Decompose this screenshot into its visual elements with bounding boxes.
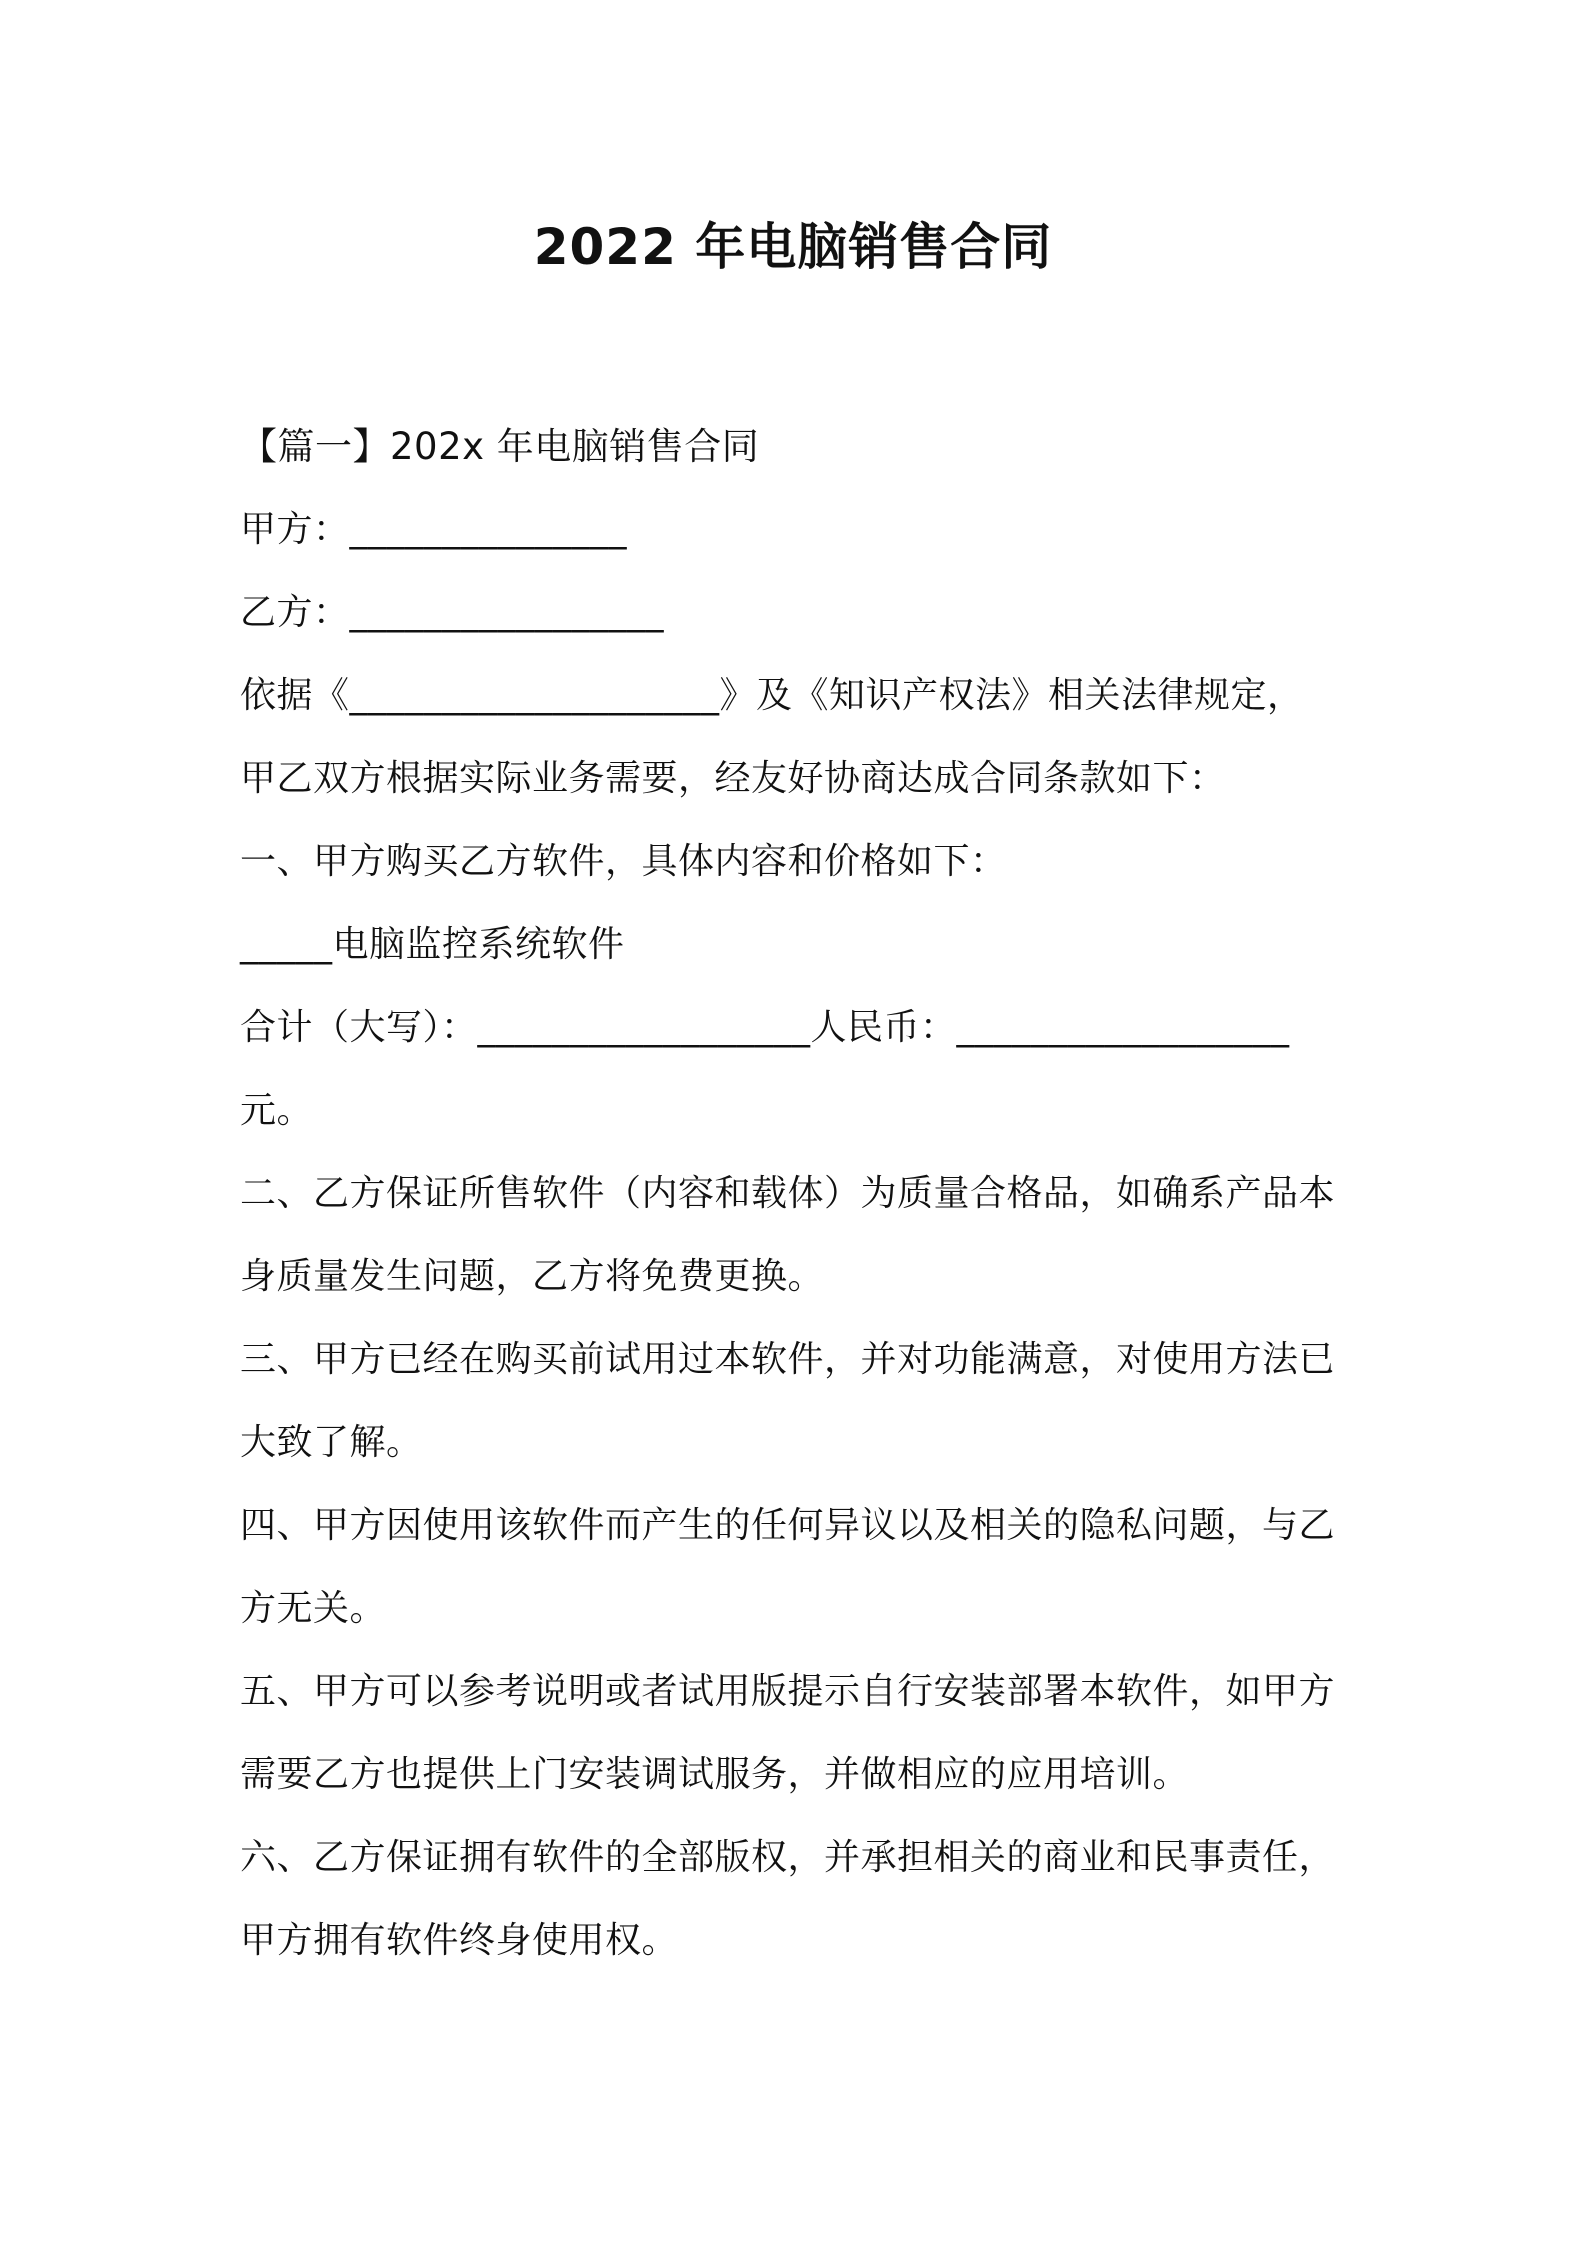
clause-4-line-2: 方无关。 [240,1588,387,1629]
clause-4-line-1: 四、甲方因使用该软件而产生的任何异议以及相关的隐私问题，与乙 [240,1505,1336,1546]
clause-2-line-1: 二、乙方保证所售软件（内容和载体）为质量合格品，如确系产品本 [240,1173,1336,1214]
basis-line: 依据《____________________》及《知识产权法》相关法律规定， [240,675,1304,716]
total-unit-line: 元。 [240,1090,314,1131]
product-line: _____电脑监控系统软件 [240,924,625,965]
clause-3-line-2: 大致了解。 [240,1422,423,1463]
clause-6-line-2: 甲方拥有软件终身使用权。 [240,1920,679,1961]
clause-6-line-1: 六、乙方保证拥有软件的全部版权，并承担相关的商业和民事责任， [240,1837,1336,1878]
clause-2-line-2: 身质量发生问题，乙方将免费更换。 [240,1256,825,1297]
clause-1-line: 一、甲方购买乙方软件，具体内容和价格如下： [240,841,1007,882]
document-title: 2022 年电脑销售合同 [533,218,1053,276]
clause-5-line-2: 需要乙方也提供上门安装调试服务，并做相应的应用培训。 [240,1754,1190,1795]
total-line: 合计（大写）：__________________人民币：__________________ [240,1007,1290,1048]
clause-3-line-1: 三、甲方已经在购买前试用过本软件，并对功能满意，对使用方法已 [240,1339,1336,1380]
party-b-line: 乙方：_________________ [240,592,665,633]
party-a-line: 甲方：_______________ [240,509,628,550]
section-heading: 【篇一】202x 年电脑销售合同 [240,425,760,468]
agreement-intro-line: 甲乙双方根据实际业务需要，经友好协商达成合同条款如下： [240,758,1226,799]
clause-5-line-1: 五、甲方可以参考说明或者试用版提示自行安装部署本软件，如甲方 [240,1671,1336,1712]
contract-body [240,405,1360,1982]
